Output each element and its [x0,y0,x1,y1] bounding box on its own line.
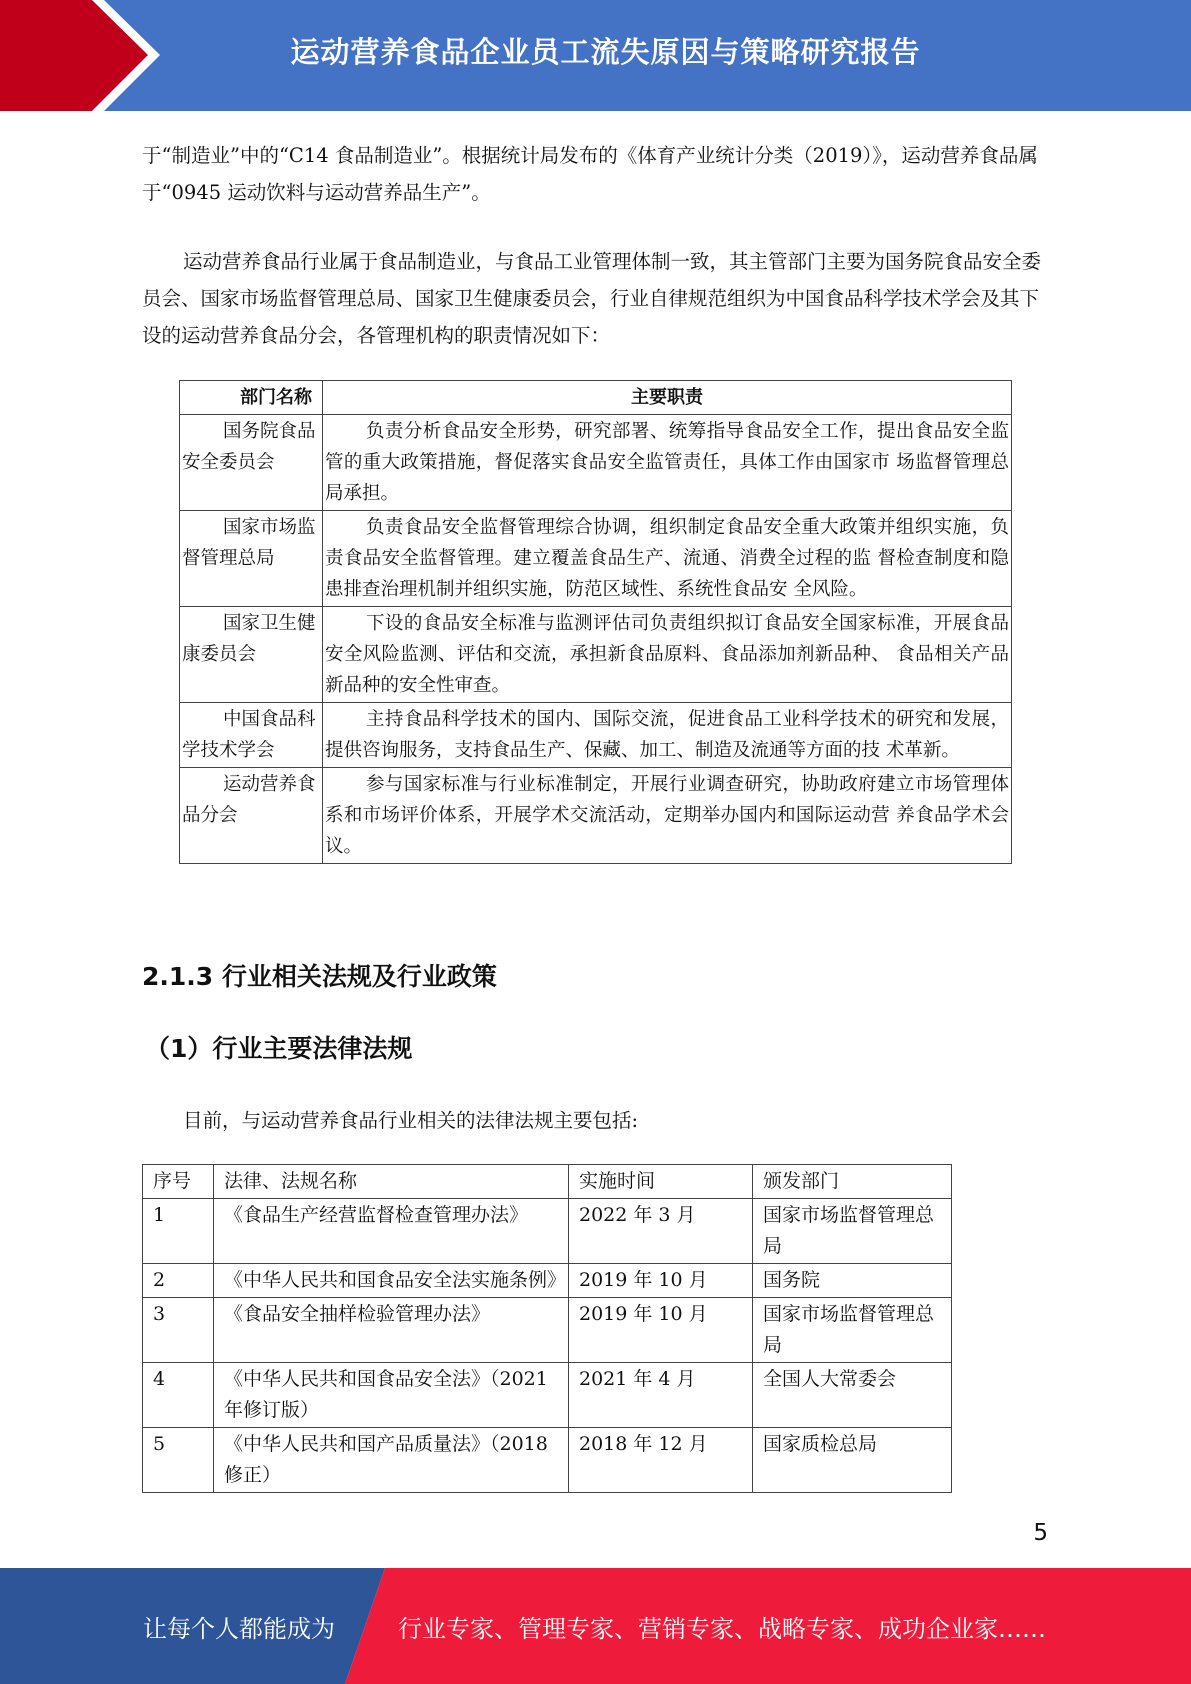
department-duties-table [179,380,1012,864]
date-cell: 2021 年 4 月 [569,1363,753,1428]
date-cell: 2022 年 3 月 [569,1199,753,1264]
issuer-cell: 国家市场监督管理总局 [753,1298,952,1363]
sub-heading: （1）行业主要法律法规 [145,1034,413,1063]
header-main-duty: 主要职责 [323,381,1012,415]
header-law-name: 法律、法规名称 [214,1165,569,1199]
table-row [180,415,1012,511]
seq-cell: 1 [143,1199,214,1264]
dept-cell: 国家市场监督管理总局 [180,511,323,607]
law-name-cell: 《中华人民共和国产品质量法》（2018 修正） [214,1428,569,1493]
date-cell: 2019 年 10 月 [569,1298,753,1363]
intro-paragraph: 于“制造业”中的“C14 食品制造业”。根据统计局发布的《体育产业统计分类（2019）》，运动营养食品属于“0945 运动饮料与运动营养品生产”。 [142,144,1038,204]
law-name-cell: 《中华人民共和国食品安全法》（2021 年修订版） [214,1363,569,1428]
issuer-cell: 国务院 [753,1264,952,1298]
laws-table [142,1164,952,1493]
law-name-cell: 《食品安全抽样检验管理办法》 [214,1298,569,1363]
seq-cell: 5 [143,1428,214,1493]
footer-slogan-right: 行业专家、管理专家、营销专家、战略专家、成功企业家…… [398,1615,1046,1643]
table-row [143,1363,952,1428]
table-row [143,1428,952,1493]
section-heading: 2.1.3 行业相关法规及行业政策 [142,962,497,991]
table-row [143,1298,952,1363]
header-dept-name: 部门名称 [180,381,323,415]
table-row [180,703,1012,768]
duty-cell: 下设的食品安全标准与监测评估司负责组织拟订食品安全国家标准，开展食品安全风险监测、评估和交流，承担新食品原料、食品添加剂新品种、 食品相关产品新品种的安全性审查。 [323,607,1012,703]
date-cell: 2018 年 12 月 [569,1428,753,1493]
dept-cell: 运动营养食 品分会 [180,768,323,864]
date-cell: 2019 年 10 月 [569,1264,753,1298]
page-footer [0,1568,1191,1684]
table-row [143,1199,952,1264]
dept-cell: 国家卫生健 康委员会 [180,607,323,703]
page-header [0,0,1191,111]
duty-cell: 负责分析食品安全形势，研究部署、统筹指导食品安全工作，提出食品安全监管的重大政策措施，督促落实食品安全监管责任，具体工作由国家市 场监督管理总局承担。 [323,415,1012,511]
issuer-cell: 全国人大常委会 [753,1363,952,1428]
seq-cell: 3 [143,1298,214,1363]
table-header-row [180,381,1012,415]
header-seq: 序号 [143,1165,214,1199]
duty-cell: 负责食品安全监督管理综合协调，组织制定食品安全重大政策并组织实施，负责食品安全监督管理。建立覆盖食品生产、流通、消费全过程的监 督检查制度和隐患排查治理机制并组织实施，防范区域性、系统性食品安 全风险。 [323,511,1012,607]
header-issuer: 颁发部门 [753,1165,952,1199]
duty-cell: 主持食品科学技术的国内、国际交流，促进食品工业科学技术的研究和发展，提供咨询服务，支持食品生产、保藏、加工、制造及流通等方面的技 术革新。 [323,703,1012,768]
footer-slogan-left: 让每个人都能成为 [143,1615,335,1643]
law-name-cell: 《食品生产经营监督检查管理办法》 [214,1199,569,1264]
seq-cell: 2 [143,1264,214,1298]
table-row [180,511,1012,607]
dept-cell: 中国食品科 学技术学会 [180,703,323,768]
seq-cell: 4 [143,1363,214,1428]
header-effective-date: 实施时间 [569,1165,753,1199]
table-header-row [143,1165,952,1199]
issuer-cell: 国家市场监督管理总局 [753,1199,952,1264]
laws-intro: 目前，与运动营养食品行业相关的法律法规主要包括: [183,1109,639,1132]
management-paragraph: 运动营养食品行业属于食品制造业，与食品工业管理体制一致，其主管部门主要为国务院食品安全委员会、国家市场监督管理总局、国家卫生健康委员会，行业自律规范组织为中国食品科学技术学会及其下设的运动营养食品分会，各管理机构的职责情况如下： [142,250,1042,347]
law-name-cell: 《中华人民共和国食品安全法实施条例》 [214,1264,569,1298]
table-row [180,607,1012,703]
issuer-cell: 国家质检总局 [753,1428,952,1493]
duty-cell: 参与国家标准与行业标准制定，开展行业调查研究，协助政府建立市场管理体系和市场评价体系，开展学术交流活动，定期举办国内和国际运动营 养食品学术会议。 [323,768,1012,864]
page-number: 5 [1033,1520,1048,1546]
table-row [143,1264,952,1298]
dept-cell: 国务院食品 安全委员会 [180,415,323,511]
table-row [180,768,1012,864]
report-title: 运动营养食品企业员工流失原因与策略研究报告 [290,35,921,69]
